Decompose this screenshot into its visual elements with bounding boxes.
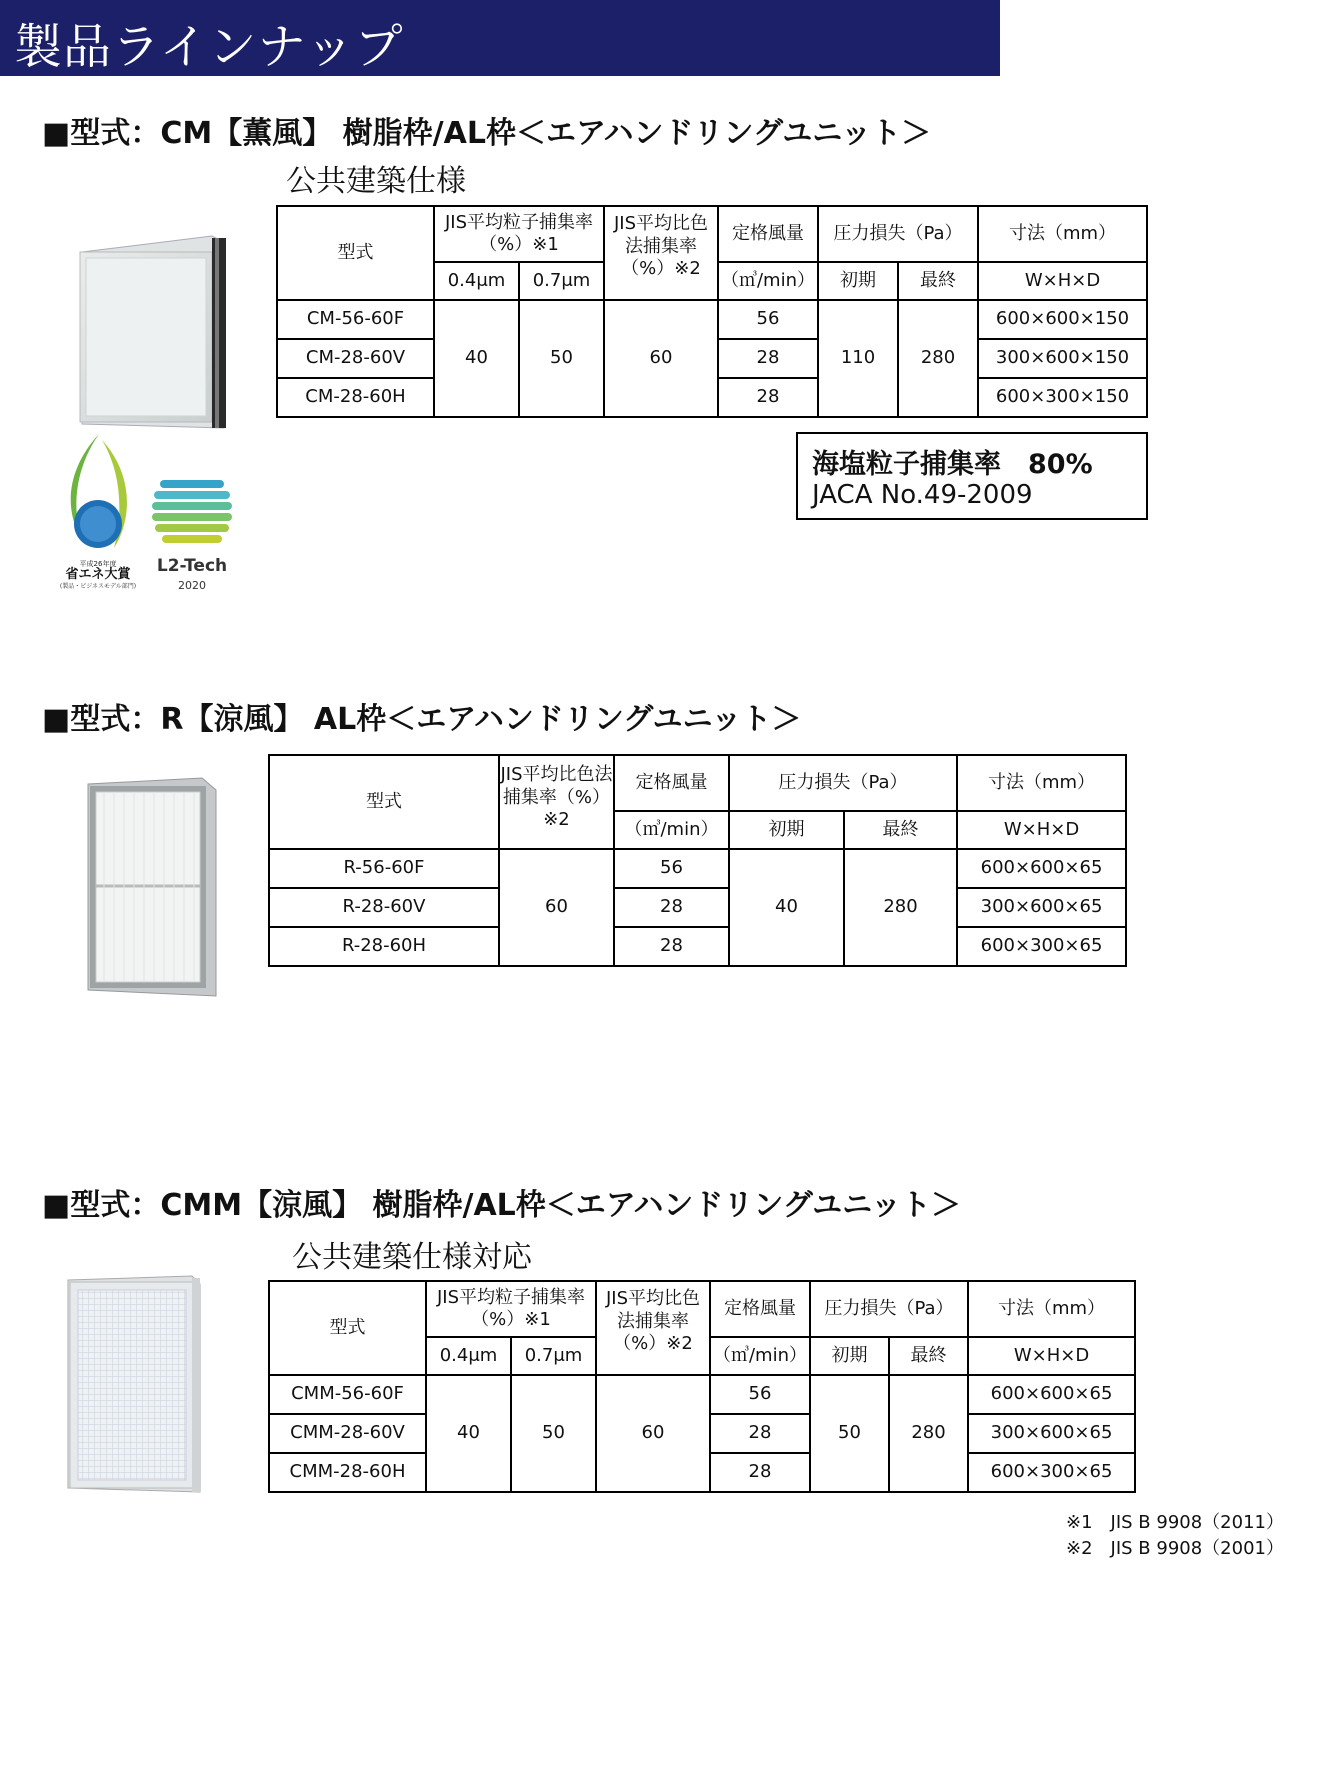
colorimetric-value: 60 (604, 300, 718, 417)
award-category: (製品・ビジネスモデル部門) (59, 583, 137, 590)
airflow-cell: 28 (718, 378, 818, 417)
header-airflow-unit: （㎥/min） (614, 811, 729, 849)
section-title-cm: ■型式：CM【薫風】 樹脂枠/AL枠＜エアハンドリングユニット＞ (42, 116, 932, 151)
header-pressure: 圧力損失（Pa） (810, 1281, 968, 1337)
table-row (277, 300, 1147, 339)
table-row (269, 1375, 1135, 1414)
l2tech-name: L2-Tech (156, 556, 228, 576)
header-model: 型式 (269, 1281, 426, 1375)
dims-cell: 300×600×150 (978, 339, 1147, 378)
header-airflow: 定格風量 (718, 206, 818, 262)
award-year: 平成26年度 (79, 560, 117, 568)
header-dims: 寸法（mm） (978, 206, 1147, 262)
initial-value: 40 (729, 849, 844, 966)
um07-value: 50 (519, 300, 604, 417)
header-jis-colorimetric: JIS平均比色法捕集率（%）※2 (596, 1281, 710, 1375)
cmm-spec-table (268, 1280, 1136, 1493)
table-row (269, 849, 1126, 888)
header-pressure: 圧力損失（Pa） (729, 755, 957, 811)
sea-salt-note-box (796, 432, 1148, 520)
airflow-cell: 28 (710, 1414, 810, 1453)
dims-cell: 600×300×65 (957, 927, 1126, 966)
sea-salt-rate: 海塩粒子捕集率 80% (812, 449, 1093, 480)
dims-cell: 600×600×150 (978, 300, 1147, 339)
header-initial: 初期 (818, 262, 898, 300)
dims-cell: 600×300×150 (978, 378, 1147, 417)
header-dims: 寸法（mm） (957, 755, 1126, 811)
header-pressure: 圧力損失（Pa） (818, 206, 978, 262)
model-cell: CMM-28-60V (269, 1414, 426, 1453)
model-cell: CMM-28-60H (269, 1453, 426, 1492)
airflow-cell: 28 (614, 927, 729, 966)
dims-cell: 300×600×65 (968, 1414, 1135, 1453)
cmm-filter-image (64, 1274, 206, 1496)
header-airflow-unit: （㎥/min） (710, 1337, 810, 1375)
l2tech-logo (144, 470, 244, 598)
jaca-standard: JACA No.49-2009 (812, 480, 1033, 510)
um07-value: 50 (511, 1375, 596, 1492)
model-cell: R-28-60V (269, 888, 499, 927)
section-title-r: ■型式：R【涼風】 AL枠＜エアハンドリングユニット＞ (42, 702, 802, 737)
header-jis-particle: JIS平均粒子捕集率（%）※1 (426, 1281, 596, 1337)
header-model: 型式 (277, 206, 434, 300)
energy-award-logo (54, 430, 144, 592)
airflow-cell: 28 (718, 339, 818, 378)
airflow-cell: 56 (718, 300, 818, 339)
header-dims-unit: W×H×D (957, 811, 1126, 849)
header-airflow-unit: （㎥/min） (718, 262, 818, 300)
cm-spec-table (276, 205, 1148, 418)
table-row (269, 888, 1126, 927)
table-row (269, 927, 1126, 966)
header-jis-colorimetric: JIS平均比色法捕集率（%）※2 (499, 755, 614, 849)
um04-value: 40 (426, 1375, 511, 1492)
page-title: 製品ラインナップ (14, 19, 404, 75)
model-cell: CM-28-60V (277, 339, 434, 378)
final-value: 280 (898, 300, 978, 417)
airflow-cell: 28 (614, 888, 729, 927)
header-airflow: 定格風量 (614, 755, 729, 811)
header-04um: 0.4μm (434, 262, 519, 300)
dims-cell: 300×600×65 (957, 888, 1126, 927)
header-airflow: 定格風量 (710, 1281, 810, 1337)
r-spec-table (268, 754, 1127, 967)
section-title-cmm: ■型式：CMM【涼風】 樹脂枠/AL枠＜エアハンドリングユニット＞ (42, 1188, 962, 1223)
header-final: 最終 (889, 1337, 968, 1375)
airflow-cell: 56 (710, 1375, 810, 1414)
initial-value: 50 (810, 1375, 889, 1492)
r-filter-image (84, 776, 224, 998)
header-initial: 初期 (810, 1337, 889, 1375)
final-value: 280 (844, 849, 957, 966)
header-dims: 寸法（mm） (968, 1281, 1135, 1337)
final-value: 280 (889, 1375, 968, 1492)
header-jis-particle: JIS平均粒子捕集率（%）※1 (434, 206, 604, 262)
cm-filter-image (72, 232, 232, 432)
um04-value: 40 (434, 300, 519, 417)
header-final: 最終 (844, 811, 957, 849)
award-name: 省エネ大賞 (65, 567, 131, 582)
airflow-cell: 28 (710, 1453, 810, 1492)
header-04um: 0.4μm (426, 1337, 511, 1375)
footnote-2: ※2 JIS B 9908（2001） (1066, 1538, 1284, 1559)
model-cell: R-28-60H (269, 927, 499, 966)
header-model: 型式 (269, 755, 499, 849)
header-initial: 初期 (729, 811, 844, 849)
dims-cell: 600×600×65 (957, 849, 1126, 888)
model-cell: R-56-60F (269, 849, 499, 888)
header-final: 最終 (898, 262, 978, 300)
model-cell: CMM-56-60F (269, 1375, 426, 1414)
l2tech-year: 2020 (178, 579, 206, 592)
header-jis-colorimetric: JIS平均比色法捕集率（%）※2 (604, 206, 718, 300)
header-07um: 0.7μm (511, 1337, 596, 1375)
dims-cell: 600×300×65 (968, 1453, 1135, 1492)
header-banner (0, 0, 1000, 76)
section-subtitle-cm: 公共建築仕様 (286, 164, 466, 199)
header-dims-unit: W×H×D (978, 262, 1147, 300)
footnote-1: ※1 JIS B 9908（2011） (1066, 1512, 1284, 1533)
model-cell: CM-56-60F (277, 300, 434, 339)
dims-cell: 600×600×65 (968, 1375, 1135, 1414)
header-07um: 0.7μm (519, 262, 604, 300)
initial-value: 110 (818, 300, 898, 417)
airflow-cell: 56 (614, 849, 729, 888)
model-cell: CM-28-60H (277, 378, 434, 417)
colorimetric-value: 60 (596, 1375, 710, 1492)
colorimetric-value: 60 (499, 849, 614, 966)
section-subtitle-cmm: 公共建築仕様対応 (292, 1240, 532, 1275)
header-dims-unit: W×H×D (968, 1337, 1135, 1375)
